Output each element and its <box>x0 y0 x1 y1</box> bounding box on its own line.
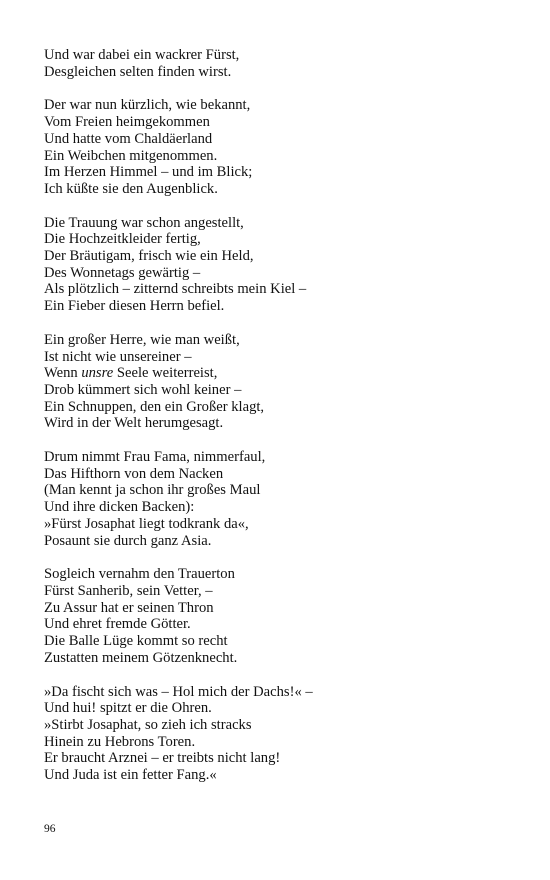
emphasized-word: unsre <box>81 365 114 382</box>
poem-line: Die Hochzeitkleider fertig, <box>44 231 201 248</box>
poem-line: Die Balle Lüge kommt so recht <box>44 633 228 650</box>
poem-line: Und ehret fremde Götter. <box>44 616 191 633</box>
poem-line: Ein Schnuppen, den ein Großer klagt, <box>44 398 265 415</box>
poem-line: »Fürst Josaphat liegt todkrank da«, <box>44 515 249 532</box>
poem-line: Hinein zu Hebrons Toren. <box>44 733 196 750</box>
stanza-2 <box>44 97 524 197</box>
poem-line: Ein großer Herre, wie man weißt, <box>44 331 240 348</box>
poem-line: Er braucht Arznei – er treibts nicht lang! <box>44 750 281 767</box>
poem-line: Und war dabei ein wackrer Fürst, <box>44 47 240 63</box>
poem-line: Und ihre dicken Backen): <box>44 499 195 516</box>
emphasis-before: Wenn <box>44 365 82 382</box>
poem-line: »Da fischt sich was – Hol mich der Dachs!« – <box>44 683 313 700</box>
poem-line: Drob kümmert sich wohl keiner – <box>44 381 242 398</box>
poem-line: Ist nicht wie unsereiner – <box>44 348 192 365</box>
poem-line: Ein Fieber diesen Herrn befiel. <box>44 298 225 315</box>
poem-page <box>44 47 524 801</box>
stanza-6 <box>44 566 524 666</box>
poem-line: Vom Freien heimgekommen <box>44 114 210 131</box>
stanza-7 <box>44 684 524 784</box>
emphasis-after: Seele weiterreist, <box>113 365 218 382</box>
stanza-1 <box>44 47 524 80</box>
poem-line: Und hatte vom Chaldäerland <box>44 130 213 147</box>
poem-line: Zustatten meinem Götzenknecht. <box>44 649 238 666</box>
poem-line: Der Bräutigam, frisch wie ein Held, <box>44 248 254 265</box>
poem-line: Und hui! spitzt er die Ohren. <box>44 700 212 717</box>
poem-line: Ein Weibchen mitgenommen. <box>44 147 218 164</box>
page-number: 96 <box>44 823 56 835</box>
stanza-3 <box>44 215 524 315</box>
poem-line: Ich küßte sie den Augenblick. <box>44 180 218 197</box>
poem-line: Der war nun kürzlich, wie bekannt, <box>44 97 251 114</box>
stanza-5 <box>44 449 524 549</box>
poem-line-with-emphasis <box>44 365 524 382</box>
poem-line: Und Juda ist ein fetter Fang.« <box>44 767 217 784</box>
poem-line: Wird in der Welt herumgesagt. <box>44 415 224 432</box>
poem-line: Drum nimmt Frau Fama, nimmerfaul, <box>44 449 266 466</box>
poem-line: Die Trauung war schon angestellt, <box>44 214 244 231</box>
poem-line: »Stirbt Josaphat, so zieh ich stracks <box>44 716 252 733</box>
poem-line: Posaunt sie durch ganz Asia. <box>44 532 212 549</box>
poem-line: Fürst Sanherib, sein Vetter, – <box>44 582 213 599</box>
poem-line: Sogleich vernahm den Trauerton <box>44 566 235 583</box>
poem-line: (Man kennt ja schon ihr großes Maul <box>44 482 261 499</box>
poem-line: Desgleichen selten finden wirst. <box>44 63 232 80</box>
stanza-4 <box>44 332 524 432</box>
poem-line: Als plötzlich – zitternd schreibts mein Kiel – <box>44 281 307 298</box>
poem-line: Das Hifthorn von dem Nacken <box>44 465 224 482</box>
poem-line: Im Herzen Himmel – und im Blick; <box>44 164 253 181</box>
poem-line: Des Wonnetags gewärtig – <box>44 264 201 281</box>
poem-line: Zu Assur hat er seinen Thron <box>44 599 214 616</box>
